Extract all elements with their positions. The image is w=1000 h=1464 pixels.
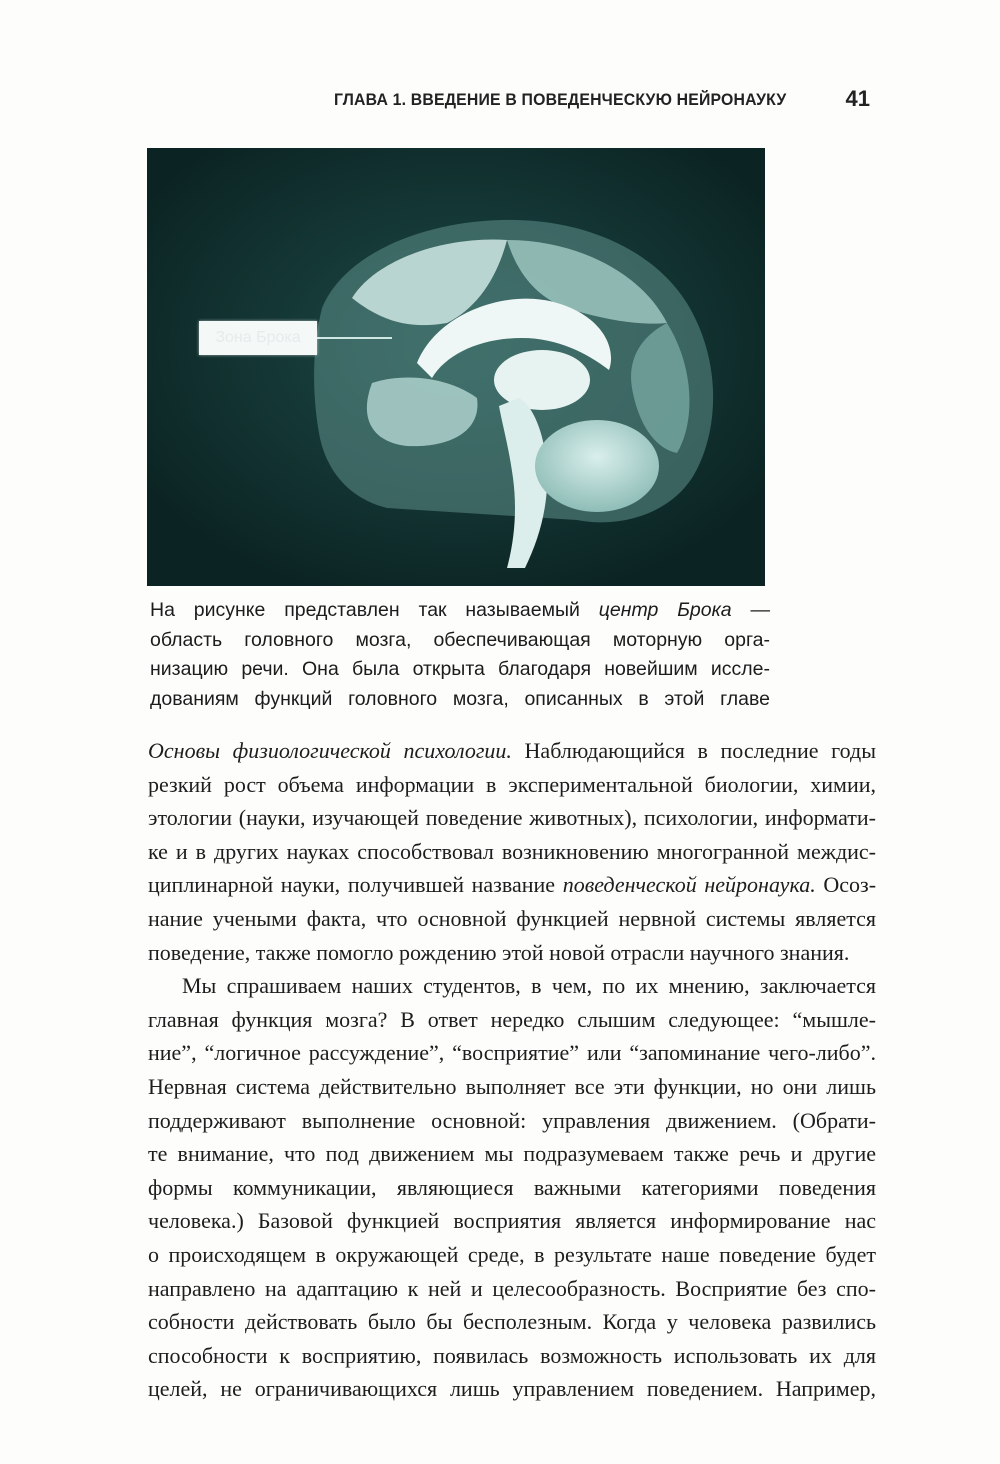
text-line: Нервная система действительно выполняет все эти функции, но они лишь	[148, 1073, 876, 1099]
chapter-title: ГЛАВА 1. ВВЕДЕНИЕ В ПОВЕДЕНЧЕСКУЮ НЕЙРОНАУКУ	[334, 90, 787, 109]
brain-illustration	[147, 148, 765, 586]
text-line: нание учеными факта, что основной функцией нервной системы является	[148, 905, 876, 931]
brocas-area-label: Зона Брока	[199, 321, 317, 355]
page-number: 41	[845, 86, 870, 111]
text-line: циплинарной науки, получившей название поведенческой нейронаука. Осоз-	[148, 872, 877, 898]
brain-figure	[147, 148, 765, 586]
caption-line: дованиям функций головного мозга, описанных в этой главе	[150, 687, 770, 710]
text-line: этологии (науки, изучающей поведение животных), психологии, информати-	[148, 805, 876, 831]
section-term: Основы физиологической психологии.	[148, 738, 512, 763]
caption-line: область головного мозга, обеспечивающая моторную орга-	[150, 628, 770, 651]
caption-line: На рисунке представлен так называемый центр Брока —	[150, 599, 771, 621]
text-line: направлено на адаптацию к ней и целесообразность. Восприятие без спо-	[148, 1275, 876, 1301]
text-line: резкий рост объема информации в экспериментальной биологии, химии,	[148, 771, 876, 797]
text-line: Основы физиологической психологии. Наблюдающийся в последние годы	[148, 738, 876, 763]
text-line: о происходящем в окружающей среде, в результате наше поведение будет	[148, 1241, 876, 1267]
thalamus	[494, 350, 590, 410]
text-line: формы коммуникации, являющиеся важными категориями поведения	[148, 1174, 876, 1200]
text-line: поведение, также помогло рождению этой новой отрасли научного знания.	[148, 939, 850, 965]
discipline-term: поведенческой нейронаука.	[562, 872, 816, 898]
caption-line: низацию речи. Она была открыта благодаря новейшим иссле-	[150, 658, 770, 680]
text-line: поддерживают выполнение основной: управления движением. (Обрати-	[148, 1107, 876, 1133]
paragraph-1	[148, 734, 876, 969]
text-line: собности действовать было бы бесполезным. Когда у человека развились	[148, 1309, 876, 1335]
text-line: целей, не ограничивающихся лишь управлением поведением. Например,	[148, 1376, 876, 1402]
text-line: способности к восприятию, появилась возможность использовать их для	[148, 1342, 876, 1368]
text-line: главная функция мозга? В ответ нередко слышим следующее: “мышле-	[148, 1006, 876, 1032]
body-text	[148, 734, 876, 1406]
figure-caption	[150, 596, 770, 714]
text-line: ние”, “логичное рассуждение”, “восприятие” или “запоминание чего-либо”.	[148, 1040, 876, 1066]
text-line: Мы спрашиваем наших студентов, в чем, по их мнению, заключается	[182, 973, 876, 999]
text-line: те внимание, что под движением мы подразумеваем также речь и другие	[148, 1141, 876, 1167]
caption-term: центр Брока	[598, 599, 732, 621]
text-line: человека.) Базовой функцией восприятия является информирование нас	[148, 1208, 876, 1234]
cerebellum	[535, 420, 659, 512]
running-head	[334, 86, 874, 116]
paragraph-2	[148, 969, 876, 1406]
text-line: ке и в других науках способствовал возникновению многогранной междис-	[148, 838, 876, 864]
